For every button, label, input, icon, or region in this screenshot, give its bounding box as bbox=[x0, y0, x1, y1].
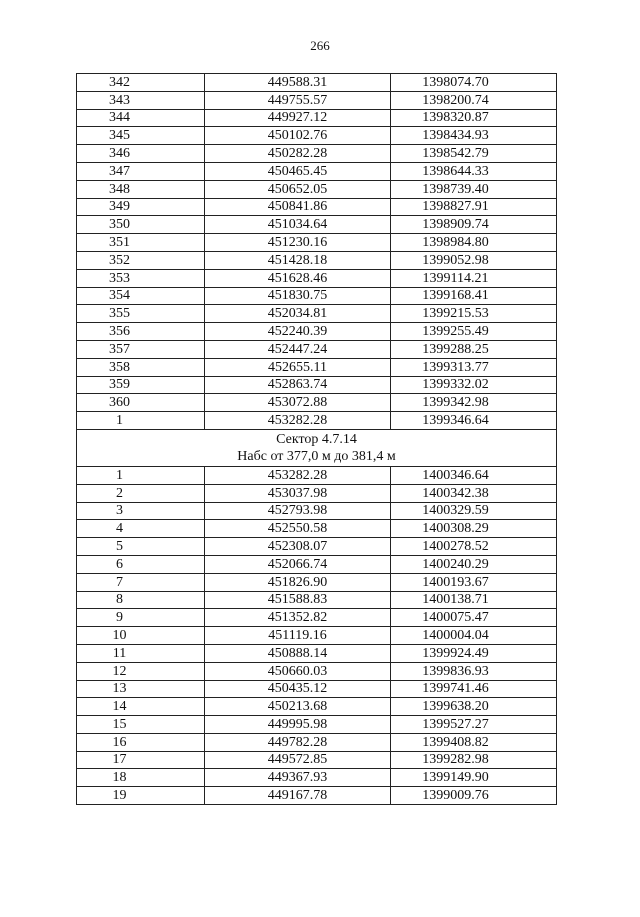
point-number-cell: 349 bbox=[77, 198, 205, 216]
point-number-cell: 357 bbox=[77, 340, 205, 358]
x-coordinate-cell: 450465.45 bbox=[205, 162, 391, 180]
y-coordinate-cell: 1400004.04 bbox=[391, 627, 557, 645]
table-row bbox=[77, 466, 557, 484]
x-coordinate-cell: 451588.83 bbox=[205, 591, 391, 609]
section-header-row bbox=[77, 429, 557, 466]
table-row bbox=[77, 198, 557, 216]
table-row bbox=[77, 216, 557, 234]
y-coordinate-cell: 1399313.77 bbox=[391, 358, 557, 376]
point-number-cell: 360 bbox=[77, 394, 205, 412]
point-number-cell: 345 bbox=[77, 127, 205, 145]
point-number-cell: 16 bbox=[77, 733, 205, 751]
y-coordinate-cell: 1399741.46 bbox=[391, 680, 557, 698]
table-row bbox=[77, 91, 557, 109]
x-coordinate-cell: 450213.68 bbox=[205, 698, 391, 716]
point-number-cell: 356 bbox=[77, 323, 205, 341]
x-coordinate-cell: 452863.74 bbox=[205, 376, 391, 394]
table-row bbox=[77, 609, 557, 627]
point-number-cell: 11 bbox=[77, 644, 205, 662]
x-coordinate-cell: 452447.24 bbox=[205, 340, 391, 358]
point-number-cell: 1 bbox=[77, 466, 205, 484]
section-header-cell bbox=[77, 429, 557, 466]
y-coordinate-cell: 1398827.91 bbox=[391, 198, 557, 216]
coordinates-table bbox=[76, 73, 557, 805]
point-number-cell: 8 bbox=[77, 591, 205, 609]
table-row bbox=[77, 644, 557, 662]
table-row bbox=[77, 733, 557, 751]
point-number-cell: 7 bbox=[77, 573, 205, 591]
table-row bbox=[77, 751, 557, 769]
table-row bbox=[77, 555, 557, 573]
table-row bbox=[77, 520, 557, 538]
point-number-cell: 17 bbox=[77, 751, 205, 769]
x-coordinate-cell: 449927.12 bbox=[205, 109, 391, 127]
y-coordinate-cell: 1400240.29 bbox=[391, 555, 557, 573]
x-coordinate-cell: 450102.76 bbox=[205, 127, 391, 145]
point-number-cell: 5 bbox=[77, 538, 205, 556]
table-row bbox=[77, 502, 557, 520]
x-coordinate-cell: 450435.12 bbox=[205, 680, 391, 698]
table-row bbox=[77, 412, 557, 430]
y-coordinate-cell: 1398320.87 bbox=[391, 109, 557, 127]
y-coordinate-cell: 1399255.49 bbox=[391, 323, 557, 341]
table-row bbox=[77, 769, 557, 787]
x-coordinate-cell: 452308.07 bbox=[205, 538, 391, 556]
x-coordinate-cell: 450888.14 bbox=[205, 644, 391, 662]
x-coordinate-cell: 453037.98 bbox=[205, 484, 391, 502]
x-coordinate-cell: 451830.75 bbox=[205, 287, 391, 305]
y-coordinate-cell: 1400193.67 bbox=[391, 573, 557, 591]
x-coordinate-cell: 450652.05 bbox=[205, 180, 391, 198]
y-coordinate-cell: 1398909.74 bbox=[391, 216, 557, 234]
table-row bbox=[77, 234, 557, 252]
section-header-body bbox=[77, 429, 557, 466]
x-coordinate-cell: 451034.64 bbox=[205, 216, 391, 234]
section-title: Сектор 4.7.14 bbox=[276, 431, 357, 447]
table-row bbox=[77, 698, 557, 716]
x-coordinate-cell: 449167.78 bbox=[205, 787, 391, 805]
x-coordinate-cell: 453072.88 bbox=[205, 394, 391, 412]
point-number-cell: 347 bbox=[77, 162, 205, 180]
point-number-cell: 353 bbox=[77, 269, 205, 287]
table-row bbox=[77, 323, 557, 341]
x-coordinate-cell: 453282.28 bbox=[205, 466, 391, 484]
table-row bbox=[77, 127, 557, 145]
table-row bbox=[77, 662, 557, 680]
point-number-cell: 13 bbox=[77, 680, 205, 698]
y-coordinate-cell: 1399215.53 bbox=[391, 305, 557, 323]
point-number-cell: 10 bbox=[77, 627, 205, 645]
x-coordinate-cell: 451352.82 bbox=[205, 609, 391, 627]
y-coordinate-cell: 1399052.98 bbox=[391, 251, 557, 269]
y-coordinate-cell: 1399332.02 bbox=[391, 376, 557, 394]
table-row bbox=[77, 305, 557, 323]
table-row bbox=[77, 145, 557, 163]
x-coordinate-cell: 452034.81 bbox=[205, 305, 391, 323]
table-row bbox=[77, 787, 557, 805]
y-coordinate-cell: 1398739.40 bbox=[391, 180, 557, 198]
x-coordinate-cell: 452793.98 bbox=[205, 502, 391, 520]
point-number-cell: 4 bbox=[77, 520, 205, 538]
y-coordinate-cell: 1399346.64 bbox=[391, 412, 557, 430]
point-number-cell: 351 bbox=[77, 234, 205, 252]
y-coordinate-cell: 1399527.27 bbox=[391, 716, 557, 734]
y-coordinate-cell: 1398074.70 bbox=[391, 74, 557, 92]
x-coordinate-cell: 452550.58 bbox=[205, 520, 391, 538]
point-number-cell: 348 bbox=[77, 180, 205, 198]
x-coordinate-cell: 451119.16 bbox=[205, 627, 391, 645]
y-coordinate-cell: 1398434.93 bbox=[391, 127, 557, 145]
y-coordinate-cell: 1400138.71 bbox=[391, 591, 557, 609]
point-number-cell: 344 bbox=[77, 109, 205, 127]
table-row bbox=[77, 180, 557, 198]
y-coordinate-cell: 1400329.59 bbox=[391, 502, 557, 520]
y-coordinate-cell: 1400342.38 bbox=[391, 484, 557, 502]
point-number-cell: 6 bbox=[77, 555, 205, 573]
y-coordinate-cell: 1399408.82 bbox=[391, 733, 557, 751]
table-row bbox=[77, 251, 557, 269]
point-number-cell: 2 bbox=[77, 484, 205, 502]
point-number-cell: 1 bbox=[77, 412, 205, 430]
table-row bbox=[77, 538, 557, 556]
point-number-cell: 15 bbox=[77, 716, 205, 734]
y-coordinate-cell: 1399149.90 bbox=[391, 769, 557, 787]
y-coordinate-cell: 1400308.29 bbox=[391, 520, 557, 538]
point-number-cell: 350 bbox=[77, 216, 205, 234]
y-coordinate-cell: 1398984.80 bbox=[391, 234, 557, 252]
table-row bbox=[77, 394, 557, 412]
table-row bbox=[77, 484, 557, 502]
point-number-cell: 19 bbox=[77, 787, 205, 805]
point-number-cell: 12 bbox=[77, 662, 205, 680]
point-number-cell: 342 bbox=[77, 74, 205, 92]
y-coordinate-cell: 1399282.98 bbox=[391, 751, 557, 769]
x-coordinate-cell: 452066.74 bbox=[205, 555, 391, 573]
x-coordinate-cell: 450841.86 bbox=[205, 198, 391, 216]
x-coordinate-cell: 451428.18 bbox=[205, 251, 391, 269]
point-number-cell: 343 bbox=[77, 91, 205, 109]
y-coordinate-cell: 1398542.79 bbox=[391, 145, 557, 163]
y-coordinate-cell: 1400346.64 bbox=[391, 466, 557, 484]
table-row bbox=[77, 627, 557, 645]
table-body-after-section bbox=[77, 466, 557, 804]
x-coordinate-cell: 449572.85 bbox=[205, 751, 391, 769]
y-coordinate-cell: 1399924.49 bbox=[391, 644, 557, 662]
x-coordinate-cell: 449782.28 bbox=[205, 733, 391, 751]
x-coordinate-cell: 452655.11 bbox=[205, 358, 391, 376]
table-row bbox=[77, 162, 557, 180]
y-coordinate-cell: 1399288.25 bbox=[391, 340, 557, 358]
x-coordinate-cell: 450282.28 bbox=[205, 145, 391, 163]
x-coordinate-cell: 451628.46 bbox=[205, 269, 391, 287]
table-row bbox=[77, 269, 557, 287]
point-number-cell: 354 bbox=[77, 287, 205, 305]
table-body-before-section bbox=[77, 74, 557, 430]
y-coordinate-cell: 1399009.76 bbox=[391, 787, 557, 805]
y-coordinate-cell: 1400075.47 bbox=[391, 609, 557, 627]
point-number-cell: 14 bbox=[77, 698, 205, 716]
table-row bbox=[77, 591, 557, 609]
table-row bbox=[77, 376, 557, 394]
y-coordinate-cell: 1400278.52 bbox=[391, 538, 557, 556]
table-row bbox=[77, 109, 557, 127]
table-row bbox=[77, 680, 557, 698]
x-coordinate-cell: 451826.90 bbox=[205, 573, 391, 591]
table-row bbox=[77, 74, 557, 92]
point-number-cell: 355 bbox=[77, 305, 205, 323]
point-number-cell: 352 bbox=[77, 251, 205, 269]
table-row bbox=[77, 573, 557, 591]
x-coordinate-cell: 453282.28 bbox=[205, 412, 391, 430]
table-row bbox=[77, 287, 557, 305]
y-coordinate-cell: 1398200.74 bbox=[391, 91, 557, 109]
section-subtitle: Набс от 377,0 м до 381,4 м bbox=[237, 448, 396, 464]
y-coordinate-cell: 1399168.41 bbox=[391, 287, 557, 305]
point-number-cell: 9 bbox=[77, 609, 205, 627]
table-row bbox=[77, 358, 557, 376]
point-number-cell: 3 bbox=[77, 502, 205, 520]
point-number-cell: 18 bbox=[77, 769, 205, 787]
x-coordinate-cell: 450660.03 bbox=[205, 662, 391, 680]
x-coordinate-cell: 452240.39 bbox=[205, 323, 391, 341]
y-coordinate-cell: 1399114.21 bbox=[391, 269, 557, 287]
point-number-cell: 358 bbox=[77, 358, 205, 376]
table-row bbox=[77, 716, 557, 734]
x-coordinate-cell: 449588.31 bbox=[205, 74, 391, 92]
y-coordinate-cell: 1399342.98 bbox=[391, 394, 557, 412]
y-coordinate-cell: 1398644.33 bbox=[391, 162, 557, 180]
x-coordinate-cell: 449995.98 bbox=[205, 716, 391, 734]
point-number-cell: 359 bbox=[77, 376, 205, 394]
y-coordinate-cell: 1399638.20 bbox=[391, 698, 557, 716]
point-number-cell: 346 bbox=[77, 145, 205, 163]
y-coordinate-cell: 1399836.93 bbox=[391, 662, 557, 680]
table-row bbox=[77, 340, 557, 358]
x-coordinate-cell: 451230.16 bbox=[205, 234, 391, 252]
page-number: 266 bbox=[310, 38, 330, 53]
x-coordinate-cell: 449755.57 bbox=[205, 91, 391, 109]
x-coordinate-cell: 449367.93 bbox=[205, 769, 391, 787]
